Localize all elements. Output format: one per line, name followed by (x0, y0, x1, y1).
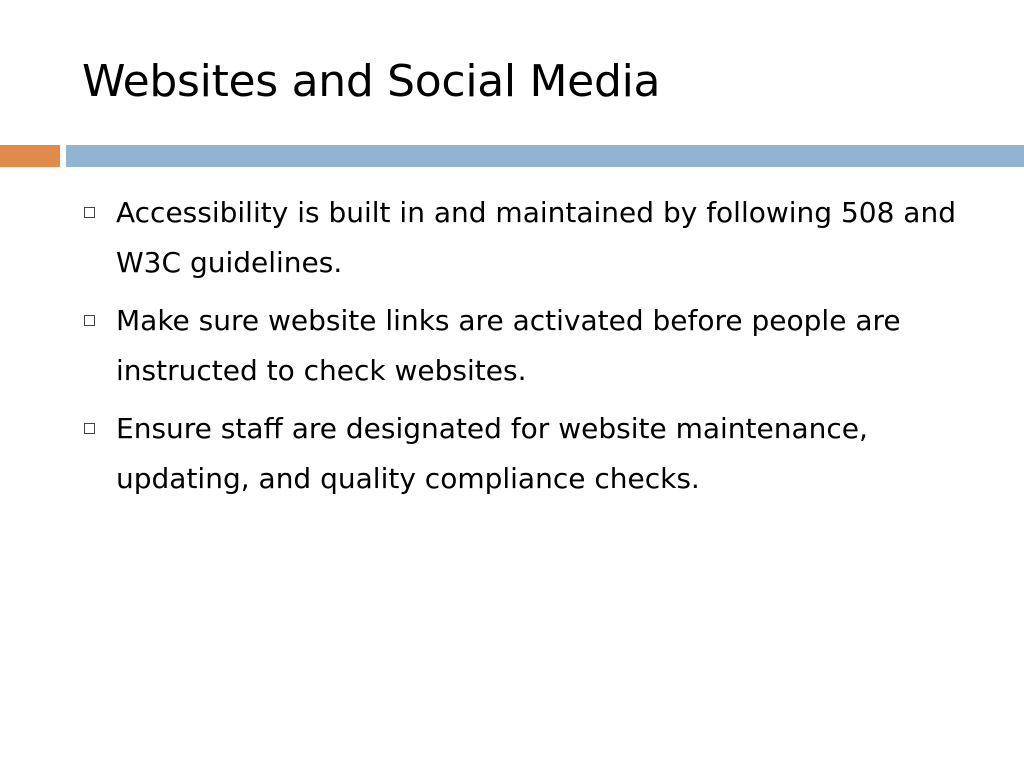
bullet-text: Ensure staff are designated for website maintenance, updating, and quality compliance checks. (116, 412, 868, 495)
accent-bar-blue (66, 145, 1024, 167)
accent-bar-orange (0, 145, 60, 167)
bullet-item (82, 404, 962, 504)
bullet-text: Make sure website links are activated before people are instructed to check websites. (116, 304, 901, 387)
hollow-square-bullet-icon (84, 207, 95, 218)
bullet-item (82, 296, 962, 396)
bullet-list (82, 188, 962, 512)
hollow-square-bullet-icon (84, 315, 95, 326)
bullet-item (82, 188, 962, 288)
bullet-text: Accessibility is built in and maintained by following 508 and W3C guidelines. (116, 196, 956, 279)
hollow-square-bullet-icon (84, 423, 95, 434)
slide-title: Websites and Social Media (82, 56, 661, 107)
